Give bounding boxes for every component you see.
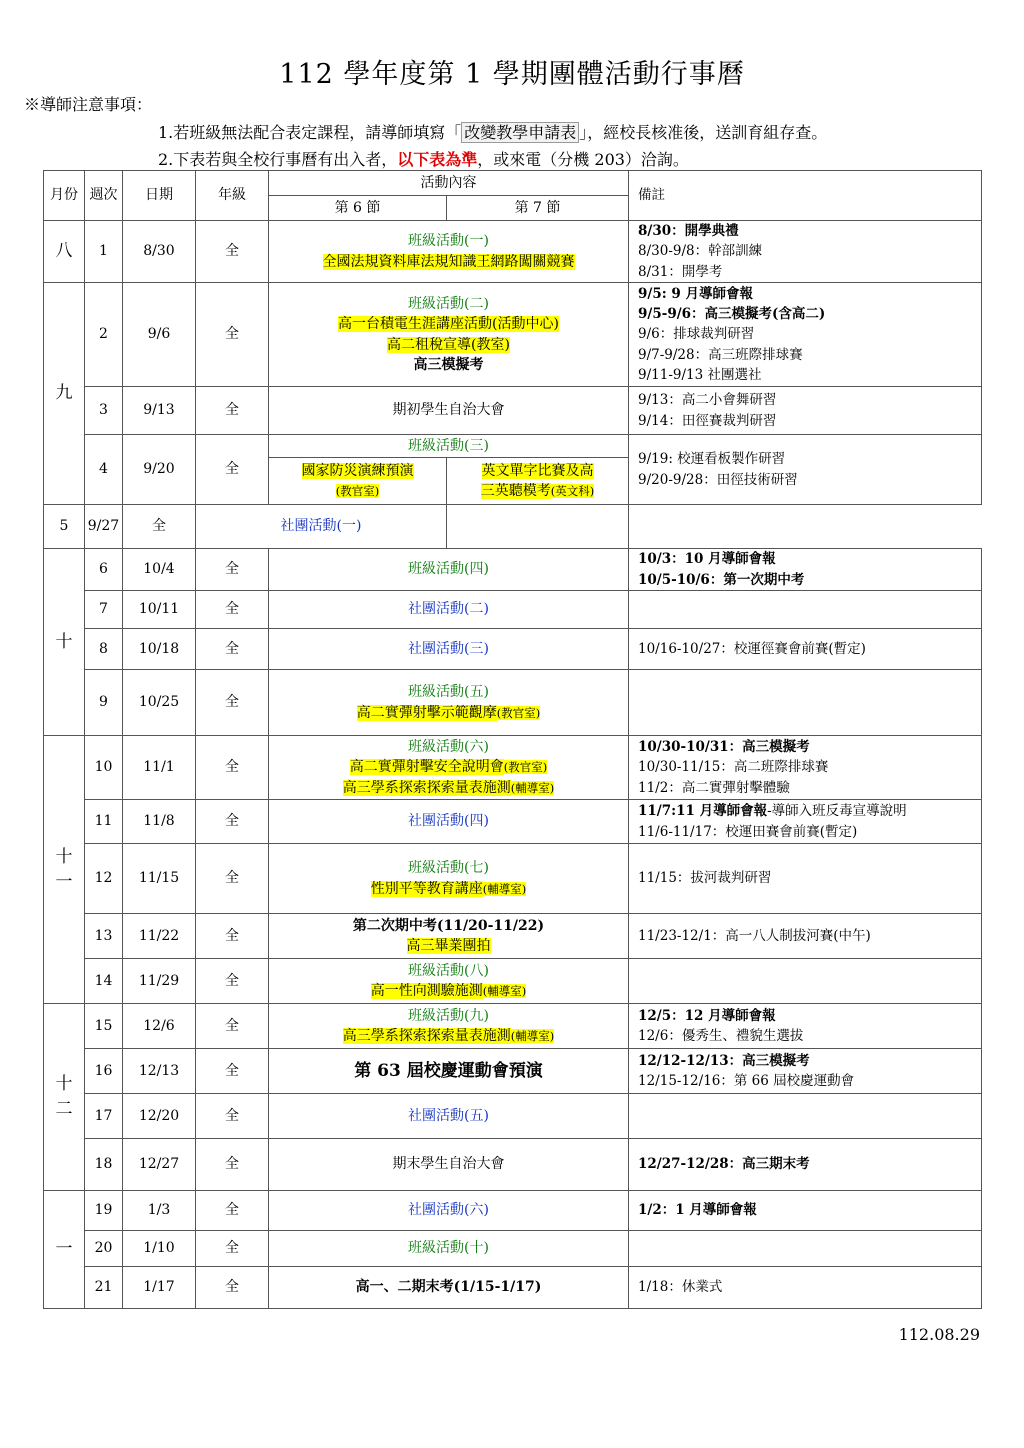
activity-cell: 班級活動(三) [269,435,629,458]
activity-note: (輔導室) [510,1029,555,1043]
date-cell: 8/30 [123,221,196,283]
activity-line: 全國法規資料庫法規知識王網路闖關競賽 [322,253,575,270]
activity-cell: 社團活動(四) [269,800,629,844]
remark-line: 10/16-10/27：校運徑賽會前賽(暫定) [638,640,866,657]
activity-line: 國家防災演練預演 [301,462,414,479]
document-date: 112.08.29 [898,1325,980,1344]
grade-cell: 全 [196,221,269,283]
month-text: 十二 [55,1074,73,1119]
remark-line: 9/6：排球裁判研習 [638,326,755,343]
week-cell: 13 [85,914,123,959]
week-cell: 4 [85,435,123,505]
activity-note: (英文科) [550,484,595,498]
activity-line: 班級活動(八) [408,962,489,979]
note-2-text: 2.下表若與全校行事曆有出入者， [158,150,398,169]
date-cell: 9/27 [85,505,123,549]
note-2-emphasis: 以下表為準 [397,150,478,169]
activity-cell: 社團活動(二) [269,591,629,629]
activity-note: (輔導室) [482,881,527,896]
table-row [44,435,982,458]
activity-line: 班級活動(七) [408,860,489,877]
week-cell: 11 [85,800,123,844]
remark-cell [629,670,982,736]
table-row [44,505,982,549]
activity-note: (教官室) [503,760,548,775]
remark-line: -導師入班反毒宣導說明 [767,803,907,820]
activity-line: 第二次期中考(11/20-11/22) [352,917,545,934]
remark-cell [629,1267,982,1309]
remark-line: 11/2：高二實彈射擊體驗 [638,779,790,796]
table-row [44,591,982,629]
date-cell: 12/20 [123,1094,196,1139]
activity-header: 活動內容 [269,171,629,196]
activity-cell: 第 63 屆校慶運動會預演 [269,1049,629,1094]
date-cell: 1/17 [123,1267,196,1309]
remark-cell [629,435,982,505]
activity-line: 三英聽模考 [480,483,551,499]
date-cell: 9/20 [123,435,196,505]
week-cell: 19 [85,1191,123,1231]
date-cell: 9/6 [123,283,196,387]
remark-line: 12/12-12/13：高三模擬考 [638,1052,810,1069]
grade-cell: 全 [196,959,269,1004]
note-2 [158,147,689,170]
note-1-tail: 」，經校長核准後，送訓育組存查。 [579,123,828,142]
grade-cell: 全 [123,505,196,549]
week-cell: 12 [85,844,123,914]
remark-cell [629,736,982,800]
grade-cell: 全 [196,844,269,914]
grade-cell: 全 [196,1139,269,1191]
table-row [44,914,982,959]
date-cell: 10/25 [123,670,196,736]
remark-line: 9/11-9/13 社團選社 [638,366,762,383]
activity-line: 班級活動(六) [408,739,489,756]
activity-line: 高二實彈射擊示範觀摩 [356,704,497,721]
week-cell: 17 [85,1094,123,1139]
month-text: 十一 [55,846,73,892]
remark-line: 9/19: 校運看板製作研習 [638,451,786,468]
week-header: 週次 [85,171,123,221]
date-cell: 1/10 [123,1231,196,1267]
activity-line: 班級活動(九) [408,1007,489,1024]
grade-cell: 全 [196,549,269,591]
week-cell: 8 [85,629,123,670]
activity-cell: 社團活動(一) [196,505,447,549]
activity-cell: 社團活動(三) [269,629,629,670]
table-row [44,844,982,914]
date-cell: 11/22 [123,914,196,959]
week-cell: 10 [85,736,123,800]
week-cell: 15 [85,1004,123,1049]
grade-header: 年級 [196,171,269,221]
grade-cell: 全 [196,1191,269,1231]
remark-cell [629,844,982,914]
month-cell: 十 [44,549,85,736]
activity-line: 高二租稅宣導(教室) [387,336,510,353]
remark-line: 12/6：優秀生、禮貌生選拔 [638,1028,804,1044]
date-cell: 10/4 [123,549,196,591]
week-cell: 6 [85,549,123,591]
remark-cell [629,221,982,283]
table-row [44,629,982,670]
remark-line: 11/6-11/17：校運田賽會前賽(暫定) [638,823,858,840]
week-cell: 21 [85,1267,123,1309]
activity-cell [269,844,629,914]
activity-cell [269,959,629,1004]
activity-cell [269,670,629,736]
activity-line: 高三畢業團拍 [406,938,491,954]
week-cell: 18 [85,1139,123,1191]
table-row [44,387,982,435]
remark-line: 10/5-10/6：第一次期中考 [638,571,805,588]
form-name: 改變教學申請表 [461,122,579,143]
table-row [44,959,982,1004]
remark-line: 9/5: 9 月導師會報 [638,285,753,302]
activity-line: 高一台積電生涯講座活動(活動中心) [338,316,559,333]
date-cell: 11/15 [123,844,196,914]
date-cell: 9/13 [123,387,196,435]
remark-line: 8/31：開學考 [638,263,723,280]
month-cell: 一 [44,1191,85,1309]
week-cell: 3 [85,387,123,435]
table-row [44,736,982,800]
activity-line: 班級活動(五) [408,684,489,701]
grade-cell: 全 [196,914,269,959]
grade-cell: 全 [196,387,269,435]
remark-line: 11/15：拔河裁判研習 [638,870,772,887]
remark-cell [629,959,982,1004]
remark-line: 12/15-12/16：第 66 屆校慶運動會 [638,1073,855,1089]
table-row [44,1004,982,1049]
remark-cell [629,1094,982,1139]
activity-note: (教官室) [496,705,541,720]
activity-cell [269,914,629,959]
activity-line: 英文單字比賽及高 [481,462,594,479]
month-header: 月份 [44,171,85,221]
activity-line: 班級活動(一) [408,233,489,250]
activity-cell: 高一、二期末考(1/15-1/17) [269,1267,629,1309]
week-cell: 2 [85,283,123,387]
week-cell: 20 [85,1231,123,1267]
remark-line: 9/14：田徑賽裁判研習 [638,412,777,429]
date-cell: 12/27 [123,1139,196,1191]
remark-cell [629,387,982,435]
table-row [44,1267,982,1309]
notes-heading: ※導師注意事項： [24,95,153,114]
period-7-header: 第 7 節 [447,196,629,221]
remark-cell [629,1049,982,1094]
date-cell: 1/3 [123,1191,196,1231]
remark-line: 10/3：10 月導師會報 [638,551,776,568]
period-6-cell [269,458,447,505]
period-7-cell [447,458,629,505]
remark-line: 12/27-12/28：高三期末考 [638,1156,810,1173]
activity-cell: 班級活動(十) [269,1231,629,1267]
week-cell: 5 [44,505,85,549]
remark-line: 8/30：開學典禮 [638,223,739,240]
remark-cell [629,914,982,959]
activity-cell [269,283,629,387]
activity-note: (輔導室) [510,780,555,795]
month-cell: 九 [44,283,85,505]
grade-cell: 全 [196,1267,269,1309]
grade-cell: 全 [196,800,269,844]
grade-cell: 全 [196,283,269,387]
activity-line: 高二實彈射擊安全說明會 [349,759,504,776]
remark-line: 10/30-10/31：高三模擬考 [638,739,810,756]
date-cell: 12/13 [123,1049,196,1094]
remark-line: 1/2：1 月導師會報 [638,1202,757,1219]
table-row [44,283,982,387]
activity-cell [269,221,629,283]
date-cell: 10/18 [123,629,196,670]
remark-cell [629,549,982,591]
grade-cell: 全 [196,670,269,736]
page-title: 112 學年度第 1 學期團體活動行事曆 [279,59,745,90]
remark-line: 9/13：高二小會舞研習 [638,392,777,409]
remark-cell [629,591,982,629]
remark-cell [629,1139,982,1191]
date-cell: 10/11 [123,591,196,629]
activity-calendar-table [43,170,982,1309]
week-cell: 1 [85,221,123,283]
grade-cell: 全 [196,1004,269,1049]
date-cell: 11/1 [123,736,196,800]
date-cell: 11/8 [123,800,196,844]
remark-line: 10/30-11/15：高二班際排球賽 [638,759,829,776]
grade-cell: 全 [196,435,269,505]
remark-header: 備註 [629,171,982,221]
activity-cell [269,736,629,800]
grade-cell: 全 [196,1094,269,1139]
activity-line: 高三學系探索探索量表施測 [342,1028,511,1044]
month-cell: 八 [44,221,85,283]
activity-cell: 社團活動(五) [269,1094,629,1139]
remark-cell [629,800,982,844]
activity-cell: 班級活動(四) [269,549,629,591]
remark-line: 9/5-9/6：高三模擬考(含高二) [638,306,826,323]
table-row [44,670,982,736]
remark-line: 12/5：12 月導師會報 [638,1007,776,1024]
table-row [44,1094,982,1139]
activity-cell [269,1004,629,1049]
activity-cell: 期末學生自治大會 [269,1139,629,1191]
week-cell: 14 [85,959,123,1004]
activity-line: 高一性向測驗施測 [370,983,483,999]
table-row [44,1231,982,1267]
remark-line: 11/23-12/1：高一八人制拔河賽(中午) [638,927,871,944]
remark-cell [629,283,982,387]
note-2-tail: ，或來電（分機 203）洽詢。 [477,150,689,169]
date-header: 日期 [123,171,196,221]
activity-line: 性別平等教育講座 [370,880,483,897]
remark-line: 1/18：休業式 [638,1279,723,1296]
date-cell: 12/6 [123,1004,196,1049]
table-row [44,221,982,283]
week-cell: 9 [85,670,123,736]
remark-cell [629,1004,982,1049]
table-row [44,1049,982,1094]
month-cell [44,1004,85,1191]
grade-cell: 全 [196,629,269,670]
date-cell: 11/29 [123,959,196,1004]
period-6-header: 第 6 節 [269,196,447,221]
remark-cell [629,1191,982,1231]
activity-note: (教官室) [335,484,380,498]
header-row [44,171,982,196]
table-row [44,1139,982,1191]
activity-line: 班級活動(二) [408,295,489,312]
note-1 [158,120,827,143]
remark-line: 9/20-9/28：田徑技術研習 [638,471,798,488]
table-row [44,800,982,844]
activity-cell: 社團活動(六) [269,1191,629,1231]
table-row [44,1191,982,1231]
remark-cell [447,505,629,549]
remark-line: 9/7-9/28：高三班際排球賽 [638,346,803,363]
grade-cell: 全 [196,736,269,800]
activity-cell: 期初學生自治大會 [269,387,629,435]
remark-cell [629,629,982,670]
table-row [44,549,982,591]
grade-cell: 全 [196,1231,269,1267]
remark-cell [629,1231,982,1267]
week-cell: 7 [85,591,123,629]
activity-line: 高三模擬考 [413,356,484,373]
note-1-text: 1.若班級無法配合表定課程，請導師填寫「 [158,123,462,142]
grade-cell: 全 [196,1049,269,1094]
remark-line: 11/7:11 月導師會報 [638,803,768,820]
week-cell: 16 [85,1049,123,1094]
remark-line: 8/30-9/8：幹部訓練 [638,243,763,260]
activity-note: (輔導室) [482,984,527,998]
activity-line: 高三學系探索探索量表施測 [342,779,511,796]
month-cell [44,736,85,1004]
grade-cell: 全 [196,591,269,629]
